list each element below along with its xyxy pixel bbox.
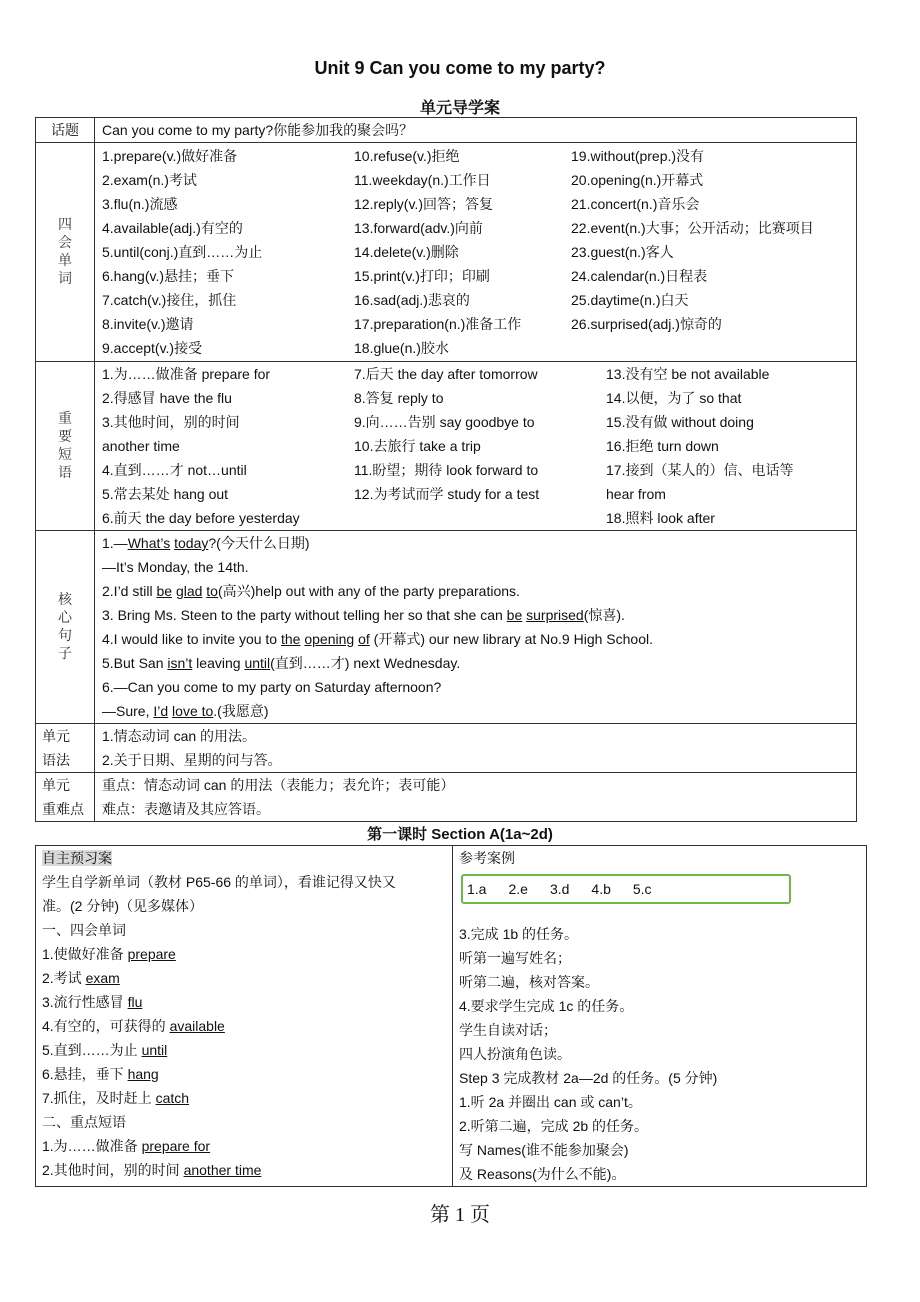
- underlined-text: prepare for: [141, 1138, 211, 1154]
- phrases-item: 3.其他时间，别的时间: [102, 414, 240, 430]
- sentences-label: 核心句子: [58, 590, 72, 661]
- words-item: 7.catch(v.)接住，抓住: [102, 292, 237, 308]
- difficulty-line: 重点：情态动词 can 的用法（表能力；表允许；表可能）: [102, 777, 455, 793]
- sentence-line: [102, 651, 856, 675]
- words-columns: [102, 144, 856, 360]
- preview-line: [42, 1110, 452, 1134]
- answer-item: 3.d: [549, 881, 570, 897]
- reference-line: [459, 970, 866, 994]
- sentence-line: [102, 675, 856, 699]
- words-item: 24.calendar(n.)日程表: [571, 268, 708, 284]
- words-item: 1.prepare(v.)做好准备: [102, 148, 238, 164]
- preview-line: [42, 1134, 452, 1158]
- reference-line: [459, 946, 866, 970]
- words-item: 22.event(n.)大事；公开活动；比赛项目: [571, 220, 814, 236]
- underlined-text: flu: [127, 994, 143, 1010]
- reference-heading: 参考案例: [459, 850, 515, 866]
- text-segment: 4.有空的，可获得的: [42, 1018, 170, 1034]
- topic-row: [36, 118, 857, 143]
- phrases-item: 10.去旅行 take a trip: [354, 438, 481, 454]
- grammar-line: 2.关于日期、星期的问与答。: [102, 752, 282, 768]
- phrases-column: [354, 362, 606, 530]
- words-item: 19.without(prep.)没有: [571, 148, 705, 164]
- words-item: 20.opening(n.)开幕式: [571, 172, 704, 188]
- text-segment: (高兴)help out with any of the party preparations.: [217, 583, 520, 599]
- sentence-line: [102, 555, 856, 579]
- underlined-text: be: [506, 607, 523, 623]
- document-subtitle: 单元导学案: [419, 100, 500, 117]
- text-segment: leaving: [192, 655, 245, 671]
- underlined-text: to: [206, 583, 218, 599]
- reference-line: [459, 1114, 866, 1138]
- topic-label: 话题: [36, 118, 95, 143]
- difficulty-row: [36, 773, 857, 822]
- text-segment: 学生自读对话；: [459, 1022, 557, 1038]
- phrases-item: another time: [102, 438, 180, 454]
- words-item: 26.surprised(adj.)惊奇的: [571, 316, 722, 332]
- underlined-text: opening: [304, 631, 355, 647]
- phrases-item: hear from: [606, 486, 666, 502]
- text-segment: 3.流行性感冒: [42, 994, 128, 1010]
- preview-line: [42, 1062, 452, 1086]
- preview-line: [42, 1038, 452, 1062]
- phrases-item: 1.为……做准备 prepare for: [102, 366, 271, 382]
- text-segment: 及 Reasons(为什么不能)。: [459, 1166, 626, 1182]
- text-segment: —Sure,: [102, 703, 154, 719]
- sentences-row: [36, 531, 857, 724]
- sentences-list: [95, 531, 857, 724]
- words-item: 10.refuse(v.)拒绝: [354, 148, 460, 164]
- underlined-text: glad: [175, 583, 203, 599]
- text-segment: 听第二遍，核对答案。: [459, 974, 599, 990]
- underlined-text: available: [169, 1018, 225, 1034]
- underlined-text: hang: [127, 1066, 159, 1082]
- answer-item: 2.e: [508, 881, 528, 897]
- sentence-line: [102, 627, 856, 651]
- underlined-text: What’s: [127, 535, 171, 551]
- topic-text: Can you come to my party?你能参加我的聚会吗？: [95, 118, 857, 143]
- reference-line: [459, 1090, 866, 1114]
- grammar-label-2: 语法: [42, 752, 70, 768]
- words-item: 4.available(adj.)有空的: [102, 220, 243, 236]
- words-item: 18.glue(n.)胶水: [354, 340, 449, 356]
- words-item: 9.accept(v.)接受: [102, 340, 203, 356]
- text-segment: 学生自学新单词（教材 P65-66 的单词），看谁记得又快又: [42, 874, 396, 890]
- text-segment: (惊喜).: [583, 607, 625, 623]
- words-item: 21.concert(n.)音乐会: [571, 196, 700, 212]
- sentence-line: [102, 579, 856, 603]
- phrases-item: 9.向……告别 say goodbye to: [354, 414, 535, 430]
- phrases-row: [36, 362, 857, 531]
- preview-line: [42, 1158, 452, 1182]
- text-segment: 1.—: [102, 535, 128, 551]
- reference-line: [459, 1066, 866, 1090]
- lesson-table: [35, 845, 867, 1187]
- reference-line: [459, 994, 866, 1018]
- answer-box: [461, 874, 791, 904]
- words-item: 5.until(conj.)直到……为止: [102, 244, 263, 260]
- words-item: 12.reply(v.)回答；答复: [354, 196, 493, 212]
- preview-column: [36, 846, 453, 1187]
- grammar-row: [36, 724, 857, 773]
- sentence-line: [102, 699, 856, 723]
- preview-line: [42, 894, 452, 918]
- preview-line: [42, 1086, 452, 1110]
- underlined-text: exam: [85, 970, 120, 986]
- text-segment: 5.直到……为止: [42, 1042, 142, 1058]
- text-segment: 一、四会单词: [42, 922, 126, 938]
- answer-item: 1.a: [467, 881, 487, 897]
- text-segment: 准。(2 分钟)（见多媒体）: [42, 898, 203, 914]
- words-column: [571, 144, 851, 360]
- phrases-item: 14.以便，为了 so that: [606, 390, 742, 406]
- words-column: [354, 144, 571, 360]
- reference-line: [459, 1018, 866, 1042]
- phrases-item: 7.后天 the day after tomorrow: [354, 366, 538, 382]
- reference-line: [459, 922, 866, 946]
- preview-heading: 自主预习案: [42, 850, 112, 866]
- phrases-item: 5.常去某处 hang out: [102, 486, 229, 502]
- text-segment: 二、重点短语: [42, 1114, 126, 1130]
- grammar-line: 1.情态动词 can 的用法。: [102, 728, 257, 744]
- preview-line: [42, 990, 452, 1014]
- text-segment: (开幕式) our new library at No.9 High School.: [369, 631, 653, 647]
- text-segment: 2.听第二遍，完成 2b 的任务。: [459, 1118, 649, 1134]
- sentence-line: [102, 603, 856, 627]
- text-segment: (直到……才) next Wednesday.: [270, 655, 461, 671]
- grammar-label-1: 单元: [42, 728, 70, 744]
- words-label: 四会单词: [58, 215, 72, 286]
- underlined-text: love to: [172, 703, 214, 719]
- phrases-item: 16.拒绝 turn down: [606, 438, 719, 454]
- text-segment: —It’s Monday, the 14th.: [102, 559, 249, 575]
- words-item: 23.guest(n.)客人: [571, 244, 674, 260]
- reference-line: [459, 1042, 866, 1066]
- text-segment: 5.But San: [102, 655, 168, 671]
- phrases-columns: [102, 362, 856, 530]
- text-segment: 四人扮演角色读。: [459, 1046, 571, 1062]
- difficulty-label-2: 重难点: [42, 801, 84, 817]
- difficulty-line: 难点：表邀请及其应答语。: [102, 801, 270, 817]
- section-title: 第一课时 Section A(1a~2d): [367, 826, 553, 843]
- words-item: 14.delete(v.)删除: [354, 244, 459, 260]
- underlined-text: another time: [183, 1162, 262, 1178]
- text-segment: 4.I would like to invite you to: [102, 631, 281, 647]
- text-segment: 2.其他时间，别的时间: [42, 1162, 184, 1178]
- text-segment: 1.使做好准备: [42, 946, 128, 962]
- text-segment: 写 Names(谁不能参加聚会): [459, 1142, 629, 1158]
- words-item: 17.preparation(n.)准备工作: [354, 316, 522, 332]
- preview-line: [42, 966, 452, 990]
- text-segment: ?(今天什么日期): [208, 535, 310, 551]
- words-column: [102, 144, 354, 360]
- text-segment: 6.—Can you come to my party on Saturday afternoon?: [102, 679, 442, 695]
- words-item: 6.hang(v.)悬挂；垂下: [102, 268, 234, 284]
- reference-line: [459, 1138, 866, 1162]
- reference-line: [459, 1162, 866, 1186]
- underlined-text: catch: [155, 1090, 190, 1106]
- underlined-text: the: [281, 631, 301, 647]
- underlined-text: prepare: [127, 946, 176, 962]
- words-item: 25.daytime(n.)白天: [571, 292, 689, 308]
- words-item: 13.forward(adv.)向前: [354, 220, 483, 236]
- phrases-item: 2.得感冒 have the flu: [102, 390, 232, 406]
- underlined-text: I’d: [153, 703, 169, 719]
- answer-item: 4.b: [591, 881, 611, 897]
- phrases-item: 15.没有做 without doing: [606, 414, 754, 430]
- words-item: 2.exam(n.)考试: [102, 172, 197, 188]
- unit-guide-table: [35, 117, 857, 822]
- phrases-label: 重要短语: [58, 409, 72, 480]
- underlined-text: today: [174, 535, 209, 551]
- underlined-text: until: [141, 1042, 168, 1058]
- phrases-column: [606, 362, 846, 530]
- phrases-item: 13.没有空 be not available: [606, 366, 770, 382]
- reference-column: [453, 846, 867, 1187]
- underlined-text: isn’t: [167, 655, 193, 671]
- underlined-text: of: [358, 631, 370, 647]
- phrases-item: 17.接到（某人的）信、电话等: [606, 462, 794, 478]
- preview-line: [42, 918, 452, 942]
- text-segment: 听第一遍写姓名；: [459, 950, 571, 966]
- preview-line: [42, 942, 452, 966]
- text-segment: 1.听 2a 并圈出 can 或 can’t。: [459, 1094, 642, 1110]
- text-segment: 3.完成 1b 的任务。: [459, 926, 579, 942]
- preview-line: [42, 870, 452, 894]
- text-segment: 2.考试: [42, 970, 86, 986]
- document-title: Unit 9 Can you come to my party?: [314, 58, 606, 78]
- answer-item: 5.c: [632, 881, 652, 897]
- phrases-item: 11.盼望；期待 look forward to: [354, 462, 539, 478]
- sentence-line: [102, 531, 856, 555]
- text-segment: Step 3 完成教材 2a—2d 的任务。(5 分钟): [459, 1070, 718, 1086]
- words-item: 15.print(v.)打印；印刷: [354, 268, 490, 284]
- text-segment: 4.要求学生完成 1c 的任务。: [459, 998, 634, 1014]
- phrases-item: 18.照料 look after: [606, 510, 715, 526]
- phrases-item: 4.直到……才 not…until: [102, 462, 247, 478]
- words-row: [36, 143, 857, 362]
- text-segment: 6.悬挂，垂下: [42, 1066, 128, 1082]
- underlined-text: surprised: [526, 607, 584, 623]
- text-segment: 3. Bring Ms. Steen to the party without telling her so that she can: [102, 607, 507, 623]
- text-segment: .(我愿意): [213, 703, 269, 719]
- words-item: 8.invite(v.)邀请: [102, 316, 194, 332]
- preview-line: [42, 1014, 452, 1038]
- phrases-item: 8.答复 reply to: [354, 390, 444, 406]
- text-segment: 1.为……做准备: [42, 1138, 142, 1154]
- words-item: 3.flu(n.)流感: [102, 196, 178, 212]
- phrases-column: [102, 362, 354, 530]
- words-item: 11.weekday(n.)工作日: [354, 172, 491, 188]
- words-item: 16.sad(adj.)悲哀的: [354, 292, 470, 308]
- text-segment: 2.I’d still: [102, 583, 157, 599]
- phrases-item: 12.为考试而学 study for a test: [354, 486, 540, 502]
- page-number: 第 1 页: [430, 1204, 490, 1226]
- phrases-item: 6.前天 the day before yesterday: [102, 510, 300, 526]
- difficulty-label-1: 单元: [42, 777, 70, 793]
- underlined-text: until: [244, 655, 271, 671]
- underlined-text: be: [156, 583, 173, 599]
- text-segment: 7.抓住，及时赶上: [42, 1090, 156, 1106]
